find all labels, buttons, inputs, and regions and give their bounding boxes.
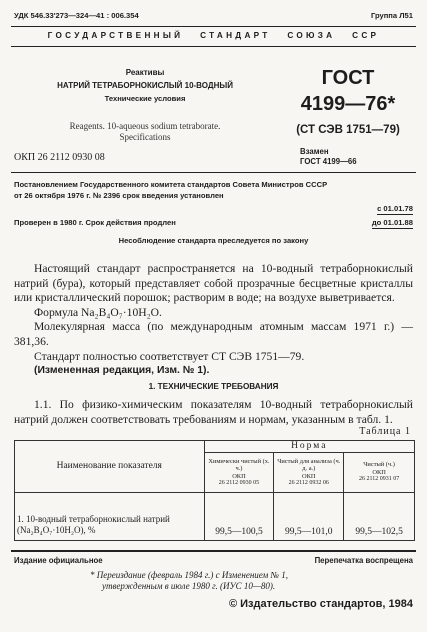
category-label: Реактивы [125, 68, 165, 77]
okp-code: ОКП 26 2112 0930 08 [14, 152, 105, 163]
official-edition: Издание официальное [14, 556, 103, 565]
revision-note: (Измененная редакция, Изм. № 1). [34, 365, 210, 377]
decree-line1: Постановлением Государственного комитета стандартов Совета Министров СССР [14, 180, 328, 189]
product-subtitle: Технические условия [104, 94, 186, 103]
extension-note: Проверен в 1980 г. Срок действия продлен [14, 218, 176, 227]
table-caption: Таблица 1 [359, 426, 411, 437]
reissue-line1: * Переиздание (февраль 1984 г.) с Изменением № 1, [90, 570, 289, 580]
section-heading: 1. ТЕХНИЧЕСКИЕ ТРЕБОВАНИЯ [148, 382, 279, 391]
title-rule [11, 172, 416, 173]
row-value: 99,5—101,0 [274, 493, 344, 541]
intro-text [14, 262, 413, 379]
english-title-line1: Reagents. 10-aqueous sodium tetraborate. [69, 121, 221, 131]
formula-line: Формула Na₂B₄O₇·10H₂O. [34, 305, 162, 319]
replaces-value: ГОСТ 4199—66 [300, 157, 357, 166]
section-paragraph: 1.1. По физико-химическим показателям 10-водный тетраборнокислый натрий должен соответствовать требованиям и нормам, указанным в табл. 1. [14, 398, 413, 426]
udk-code: УДК 546.33'273—324—41 : 006.354 [14, 11, 139, 20]
group-code: Группа Л51 [370, 11, 413, 20]
row-value: 99,5—102,5 [344, 493, 415, 541]
header-indicator: Наименование показателя [15, 441, 205, 493]
footer-rule [11, 550, 416, 552]
expiry-date: до 01.01.88 [371, 218, 413, 227]
row-indicator: 1. 10-водный тетраборнокислый натрий (Na₂B₄O₇·10H₂O), % [15, 493, 205, 541]
row-value: 99,5—100,5 [204, 493, 274, 541]
legal-warning: Несоблюдение стандарта преследуется по закону [118, 236, 309, 245]
intro-paragraph: Настоящий стандарт распространяется на 10-водный тетраборнокислый натрий (бура), который представляет собой прозрачные бесцветные кристаллы или кристаллический порошок; растворим в воде; на воздухе выветривается. [14, 262, 413, 305]
reissue-line2: утвержденным в июле 1980 г. (ИУС 10—80). [102, 581, 276, 591]
table-row [15, 493, 415, 541]
product-name: НАТРИЙ ТЕТРАБОРНОКИСЛЫЙ 10-ВОДНЫЙ [57, 81, 233, 90]
cmea-standard: (СТ СЭВ 1751—79) [296, 124, 400, 136]
gost-number: 4199—76* [300, 93, 396, 115]
standard-banner: ГОСУДАРСТВЕННЫЙ СТАНДАРТ СОЮЗА ССР [47, 31, 380, 40]
reprint-notice: Перепечатка воспрещена [314, 556, 413, 565]
effective-date: с 01.01.78 [377, 204, 413, 213]
copyright: © Издательство стандартов, 1984 [228, 598, 413, 610]
grade-header: Чистый (ч.) ОКП 26 2112 0931 07 [344, 453, 415, 493]
grade-header: Химически чистый (х. ч.) ОКП 26 2112 0930 05 [204, 453, 274, 493]
requirements-table [14, 440, 415, 541]
grade-header: Чистый для анализа (ч. д. а.) ОКП 26 2112 0932 06 [274, 453, 344, 493]
molar-mass-line: Молекулярная масса (по международным атомным массам 1971 г.) — 381,36. [14, 320, 413, 348]
cmea-compliance-line: Стандарт полностью соответствует СТ СЭВ 1751—79. [34, 349, 305, 363]
decree-line2: от 26 октября 1976 г. № 2396 срок введения установлен [14, 191, 224, 200]
header-rule-bottom [11, 46, 416, 47]
header-rule-top [11, 26, 416, 27]
gost-label: ГОСТ [321, 67, 375, 89]
english-title-line2: Specifications [119, 132, 171, 142]
replaces-label: Взамен [300, 147, 329, 156]
header-norm: Норма [204, 441, 414, 453]
